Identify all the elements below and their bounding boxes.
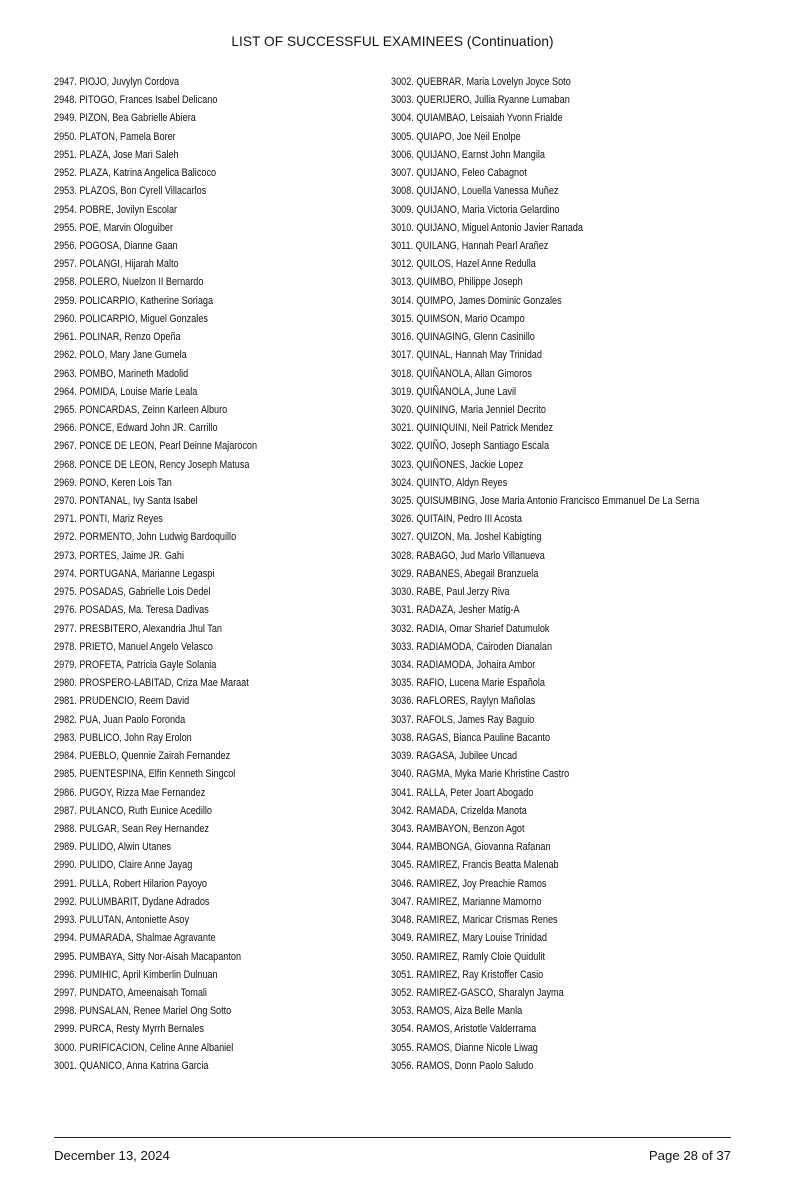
examinee-entry: 2953. PLAZOS, Bon Cyrell Villacarlos bbox=[54, 185, 207, 198]
examinee-entry: 2998. PUNSALAN, Renee Mariel Ong Sotto bbox=[54, 1005, 232, 1018]
examinee-entry: 2976. POSADAS, Ma. Teresa Dadivas bbox=[54, 604, 209, 617]
examinee-entry: 3041. RALLA, Peter Joart Abogado bbox=[391, 786, 534, 799]
examinee-entry: 2985. PUENTESPINA, Elfin Kenneth Singcol bbox=[54, 768, 236, 781]
examinee-entry: 3002. QUEBRAR, Maria Lovelyn Joyce Soto bbox=[391, 76, 571, 88]
examinee-entry: 3005. QUIAPO, Joe Neil Enolpe bbox=[391, 130, 521, 143]
examinee-entry: 2963. POMBO, Marineth Madolid bbox=[54, 367, 189, 380]
examinee-entry: 3014. QUIMPO, James Dominic Gonzales bbox=[391, 294, 562, 307]
examinee-entry: 3027. QUIZON, Ma. Joshel Kabigting bbox=[391, 531, 542, 544]
examinee-entry: 3039. RAGASA, Jubilee Uncad bbox=[391, 750, 518, 763]
examinee-entry: 2973. PORTES, Jaime JR. Gahi bbox=[54, 549, 184, 562]
footer-divider bbox=[54, 1137, 731, 1138]
examinee-entry: 3004. QUIAMBAO, Leisaiah Yvonn Frialde bbox=[391, 112, 563, 125]
examinee-entry: 2986. PUGOY, Rizza Mae Fernandez bbox=[54, 786, 206, 799]
examinee-entry: 3047. RAMIREZ, Marianne Mamorno bbox=[391, 895, 542, 908]
examinee-entry: 3017. QUINAL, Hannah May Trinidad bbox=[391, 349, 542, 362]
examinee-entry: 2995. PUMBAYA, Sitty Nor-Aisah Macapanton bbox=[54, 950, 242, 963]
examinee-entry: 2951. PLAZA, Jose Mari Saleh bbox=[54, 148, 179, 161]
examinee-entry: 2952. PLAZA, Katrina Angelica Balicoco bbox=[54, 167, 217, 180]
examinee-entry: 3010. QUIJANO, Miguel Antonio Javier Ranada bbox=[391, 221, 583, 234]
examinee-entry: 3016. QUINAGING, Glenn Casinillo bbox=[391, 331, 535, 344]
examinee-entry: 3032. RADIA, Omar Sharief Datumulok bbox=[391, 622, 550, 635]
page-title: LIST OF SUCCESSFUL EXAMINEES (Continuation) bbox=[231, 34, 554, 49]
examinee-entry: 3029. RABANES, Abegail Branzuela bbox=[391, 567, 539, 580]
examinee-entry: 2971. PONTI, Mariz Reyes bbox=[54, 513, 163, 526]
examinee-entry: 2992. PULUMBARIT, Dydane Adrados bbox=[54, 895, 210, 908]
examinee-entry: 2969. PONO, Keren Lois Tan bbox=[54, 476, 172, 489]
examinee-entry: 2956. POGOSA, Dianne Gaan bbox=[54, 239, 178, 252]
examinee-entry: 2979. PROFETA, Patricia Gayle Solania bbox=[54, 659, 217, 671]
examinee-entry: 3026. QUITAIN, Pedro III Acosta bbox=[391, 513, 522, 526]
examinee-entry: 2967. PONCE DE LEON, Pearl Deinne Majarocon bbox=[54, 440, 258, 453]
examinee-entry: 3009. QUIJANO, Maria Victoria Gelardino bbox=[391, 203, 560, 216]
examinee-entry: 2950. PLATON, Pamela Borer bbox=[54, 130, 176, 143]
examinee-entry: 3028. RABAGO, Jud Marlo Villanueva bbox=[391, 549, 545, 562]
examinee-entry: 3053. RAMOS, Aiza Belle Manla bbox=[391, 1005, 523, 1018]
examinee-entry: 2947. PIOJO, Juvylyn Cordova bbox=[54, 76, 180, 88]
examinee-entry: 2955. POE, Marvin Ologuiber bbox=[54, 221, 174, 234]
examinee-entry: 3024. QUINTO, Aldyn Reyes bbox=[391, 476, 508, 489]
examinee-entry: 3011. QUILANG, Hannah Pearl Arañez bbox=[391, 239, 549, 252]
examinee-entry: 3044. RAMBONGA, Giovanna Rafanan bbox=[391, 841, 551, 854]
examinee-entry: 2984. PUEBLO, Quennie Zairah Fernandez bbox=[54, 750, 231, 763]
examinee-entry: 2966. PONCE, Edward John JR. Carrillo bbox=[54, 422, 218, 435]
examinee-list-left bbox=[54, 73, 257, 1075]
examinee-entry: 3055. RAMOS, Dianne Nicole Liwag bbox=[391, 1041, 538, 1054]
examinee-entry: 3038. RAGAS, Bianca Pauline Bacanto bbox=[391, 731, 551, 744]
footer-date: December 13, 2024 bbox=[54, 1148, 170, 1163]
examinee-entry: 2991. PULLA, Robert Hilarion Payoyo bbox=[54, 877, 207, 890]
examinee-entry: 2962. POLO, Mary Jane Gumela bbox=[54, 349, 187, 362]
examinee-entry: 2978. PRIETO, Manuel Angelo Velasco bbox=[54, 640, 213, 653]
examinee-entry: 2980. PROSPERO-LABITAD, Criza Mae Maraat bbox=[54, 677, 249, 690]
examinee-entry: 2965. PONCARDAS, Zeinn Karleen Alburo bbox=[54, 403, 228, 416]
examinee-entry: 3012. QUILOS, Hazel Anne Redulla bbox=[391, 258, 536, 271]
examinee-entry: 3006. QUIJANO, Earnst John Mangila bbox=[391, 148, 545, 161]
examinee-entry: 2983. PUBLICO, John Ray Erolon bbox=[54, 731, 192, 744]
examinee-entry: 3042. RAMADA, Crizelda Manota bbox=[391, 804, 527, 817]
examinee-entry: 2993. PULUTAN, Antoniette Asoy bbox=[54, 914, 190, 927]
examinee-entry: 2997. PUNDATO, Ameenaisah Tomali bbox=[54, 986, 207, 999]
examinee-entry: 3043. RAMBAYON, Benzon Agot bbox=[391, 822, 525, 835]
examinee-entry: 3034. RADIAMODA, Johaira Ambor bbox=[391, 659, 536, 671]
examinee-entry: 2977. PRESBITERO, Alexandria Jhul Tan bbox=[54, 622, 222, 635]
examinee-entry: 2959. POLICARPIO, Katherine Soriaga bbox=[54, 294, 214, 307]
page-number: Page 28 of 37 bbox=[648, 1148, 731, 1163]
examinee-entry: 3023. QUIÑONES, Jackie Lopez bbox=[391, 458, 524, 471]
examinee-entry: 3052. RAMIREZ-GASCO, Sharalyn Jayma bbox=[391, 986, 564, 999]
examinee-entry: 2989. PULIDO, Alwin Utanes bbox=[54, 841, 171, 854]
examinee-entry: 3046. RAMIREZ, Joy Preachie Ramos bbox=[391, 877, 547, 890]
examinee-entry: 3000. PURIFICACION, Celine Anne Albaniel bbox=[54, 1041, 234, 1054]
examinee-entry: 3033. RADIAMODA, Cairoden Dianalan bbox=[391, 640, 553, 653]
examinee-entry: 2996. PUMIHIC, April Kimberlin Dulnuan bbox=[54, 968, 218, 981]
examinee-entry: 2990. PULIDO, Claire Anne Jayag bbox=[54, 859, 193, 872]
examinee-entry: 3022. QUIÑO, Joseph Santiago Escala bbox=[391, 440, 550, 453]
examinee-entry: 2968. PONCE DE LEON, Rency Joseph Matusa bbox=[54, 458, 250, 471]
examinee-entry: 2970. PONTANAL, Ivy Santa Isabel bbox=[54, 495, 198, 508]
examinee-entry: 2994. PUMARADA, Shalmae Agravante bbox=[54, 932, 216, 945]
examinee-entry: 3003. QUERIJERO, Jullia Ryanne Lumaban bbox=[391, 94, 570, 107]
examinee-entry: 2961. POLINAR, Renzo Opeña bbox=[54, 331, 181, 344]
examinee-entry: 2954. POBRE, Jovilyn Escolar bbox=[54, 203, 178, 216]
examinee-entry: 3035. RAFIO, Lucena Marie Española bbox=[391, 677, 545, 690]
examinee-entry: 2981. PRUDENCIO, Reem David bbox=[54, 695, 190, 708]
examinee-entry: 3019. QUIÑANOLA, June Lavil bbox=[391, 385, 517, 398]
examinee-entry: 3018. QUIÑANOLA, Allan Gimoros bbox=[391, 367, 532, 380]
examinee-entry: 3051. RAMIREZ, Ray Kristoffer Casio bbox=[391, 968, 544, 981]
examinee-entry: 3030. RABE, Paul Jerzy Riva bbox=[391, 586, 510, 599]
examinee-entry: 3025. QUISUMBING, Jose Maria Antonio Francisco Emmanuel De La Serna bbox=[391, 495, 700, 508]
examinee-entry: 3013. QUIMBO, Philippe Joseph bbox=[391, 276, 523, 289]
examinee-entry: 2987. PULANCO, Ruth Eunice Acedillo bbox=[54, 804, 213, 817]
examinee-list-right bbox=[391, 73, 699, 1075]
examinee-entry: 2964. POMIDA, Louise Marie Leala bbox=[54, 385, 198, 398]
examinee-entry: 2974. PORTUGANA, Marianne Legaspi bbox=[54, 567, 215, 580]
examinee-entry: 3054. RAMOS, Aristotle Valderrama bbox=[391, 1023, 537, 1036]
examinee-entry: 2999. PURCA, Resty Myrrh Bernales bbox=[54, 1023, 204, 1036]
examinee-entry: 3015. QUIMSON, Mario Ocampo bbox=[391, 312, 525, 325]
examinee-entry: 2975. POSADAS, Gabrielle Lois Dedel bbox=[54, 586, 211, 599]
examinee-entry: 3050. RAMIREZ, Ramly Cloie Quidulit bbox=[391, 950, 545, 963]
examinee-entry: 2982. PUA, Juan Paolo Foronda bbox=[54, 713, 186, 726]
examinee-entry: 3001. QUANICO, Anna Katrina Garcia bbox=[54, 1059, 209, 1072]
examinee-entry: 3049. RAMIREZ, Mary Louise Trinidad bbox=[391, 932, 547, 945]
examinee-entry: 3036. RAFLORES, Raylyn Mañolas bbox=[391, 695, 536, 708]
examinee-entry: 2957. POLANGI, Hijarah Malto bbox=[54, 258, 179, 271]
examinee-entry: 3040. RAGMA, Myka Marie Khristine Castro bbox=[391, 768, 570, 781]
examinee-entry: 3048. RAMIREZ, Maricar Crismas Renes bbox=[391, 914, 558, 927]
examinee-entry: 2960. POLICARPIO, Miguel Gonzales bbox=[54, 312, 208, 325]
examinee-entry: 3007. QUIJANO, Feleo Cabagnot bbox=[391, 167, 527, 180]
examinee-entry: 2949. PIZON, Bea Gabrielle Abiera bbox=[54, 112, 196, 125]
examinee-entry: 3008. QUIJANO, Louella Vanessa Muñez bbox=[391, 185, 559, 198]
examinee-entry: 2948. PITOGO, Frances Isabel Delicano bbox=[54, 94, 218, 107]
examinee-entry: 2972. PORMENTO, John Ludwig Bardoquillo bbox=[54, 531, 237, 544]
examinee-entry: 3020. QUINING, Maria Jenniel Decrito bbox=[391, 403, 546, 416]
examinee-entry: 2988. PULGAR, Sean Rey Hernandez bbox=[54, 822, 209, 835]
examinee-entry: 3031. RADAZA, Jesher Matig-A bbox=[391, 604, 520, 617]
examinee-entry: 3056. RAMOS, Donn Paolo Saludo bbox=[391, 1059, 534, 1072]
examinee-entry: 3045. RAMIREZ, Francis Beatta Malenab bbox=[391, 859, 559, 872]
examinee-entry: 2958. POLERO, Nuelzon II Bernardo bbox=[54, 276, 204, 289]
examinee-entry: 3021. QUINIQUINI, Neil Patrick Mendez bbox=[391, 422, 554, 435]
examinee-entry: 3037. RAFOLS, James Ray Baguio bbox=[391, 713, 535, 726]
